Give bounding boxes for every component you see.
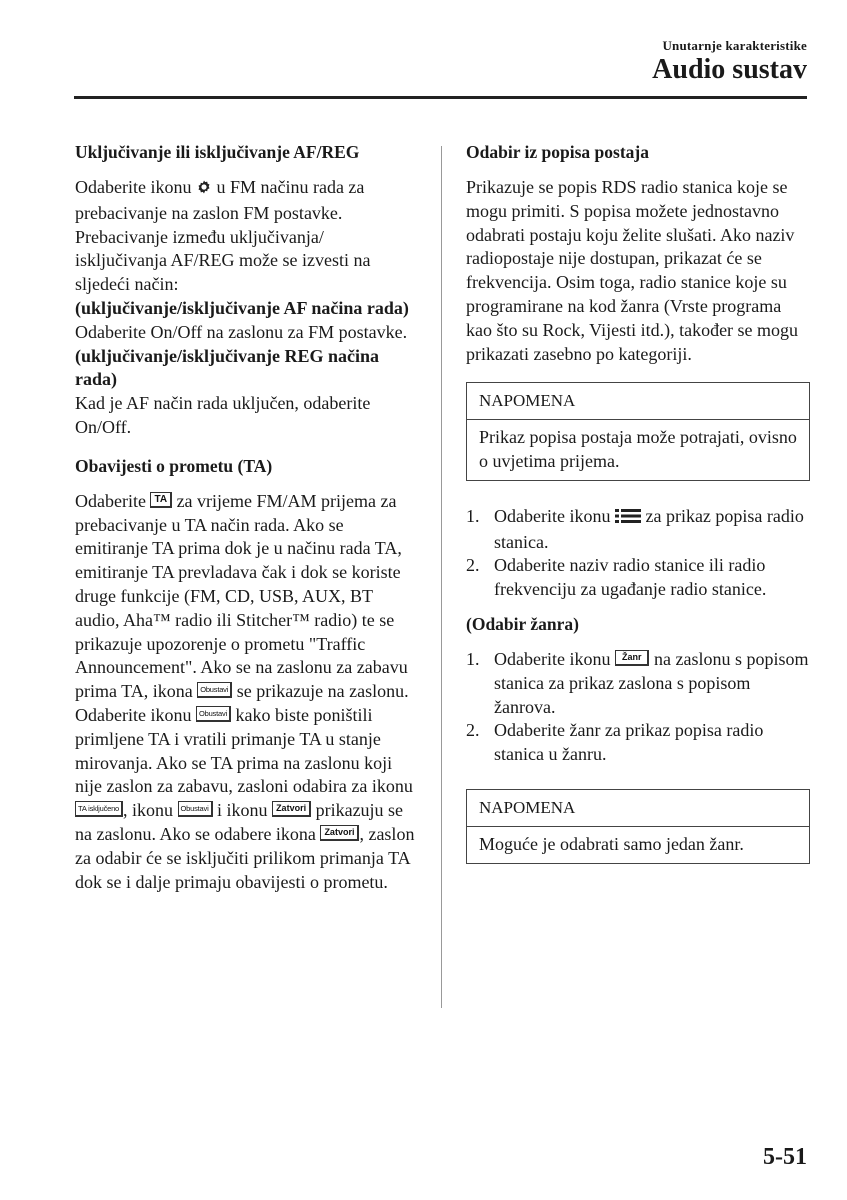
step-number: 1. [466, 505, 480, 526]
text-span: i ikonu [217, 800, 268, 821]
note-box [466, 382, 810, 480]
zatvori-button[interactable]: Zatvori [320, 825, 359, 841]
text-span: Odaberite ikonu [494, 648, 611, 669]
header-section: Unutarnje karakteristike [662, 38, 807, 53]
list-item [466, 648, 810, 719]
step-number: 2. [466, 720, 480, 741]
list-item [466, 719, 810, 767]
ta-off-button[interactable]: TA isključeno [75, 801, 123, 817]
step-number: 2. [466, 555, 480, 576]
text-span: se prikazuje na zaslonu. Odaberite ikonu [75, 681, 409, 725]
note-heading: NAPOMENA [467, 790, 809, 827]
zanr-button[interactable]: Žanr [615, 650, 650, 666]
step-number: 1. [466, 648, 480, 669]
heading-ta: Obavijesti o prometu (TA) [75, 455, 273, 476]
text-span: u FM načinu rada za prebacivanje na zaslon FM postavke. Prebacivanje između uključivanja/ isključivanja AF/REG može se izvesti na sljedeći način: [75, 177, 371, 295]
paragraph-station-list: Prikazuje se popis RDS radio stanica koje se mogu primiti. S popisa možete jednostavno odabrati postaju koju želite slušati. Ako naziv radiopostaje nije dostupan, prikazat će se frekvencija. Osim toga, radio stanice koje su programirane na kod žanra (Vrste programa kao što su Rock, Vijesti itd.), također se mogu prikazati zasebno po kategoriji. [466, 177, 799, 364]
page-number: 5-51 [763, 1144, 807, 1170]
steps-station-list [466, 505, 810, 602]
text-span: Odaberite naziv radio stanice ili radio frekvenciju za ugađanje radio stanice. [494, 555, 767, 600]
text-span: prikazuju se na zaslonu. Ako se odabere ikona [75, 800, 404, 844]
note-body: Moguće je odabrati samo jedan žanr. [479, 833, 744, 854]
text-span: kako biste poništili primljene TA i vratili primanje TA u stanje mirovanja. Ako se TA prima na zaslonu koji nije zaslon za zabavu, zasloni odabira za ikonu [75, 704, 413, 797]
text-span: , zaslon za odabir će se isključiti prilikom primanja TA dok se i dalje primaju obavijesti o prometu. [75, 823, 415, 892]
obustavi-button[interactable]: Obustavi [178, 801, 213, 817]
heading-station-list: Odabir iz popisa postaja [466, 142, 649, 162]
list-icon [615, 507, 641, 531]
list-item [466, 505, 810, 555]
subheading-af-mode: (uključivanje/isključivanje AF načina rada) [75, 297, 409, 318]
text-span: na zaslonu s popisom stanica za prikaz zaslona s popisom žanrova. [494, 648, 809, 717]
heading-genre: (Odabir žanra) [466, 613, 579, 634]
text-span: Odaberite žanr za prikaz popisa radio stanica u žanru. [494, 720, 764, 765]
subheading-reg-mode: (uključivanje/isključivanje REG načina rada) [75, 345, 380, 390]
paragraph-reg-mode: Kad je AF način rada uključen, odaberite On/Off. [75, 393, 371, 437]
note-heading: NAPOMENA [467, 383, 809, 420]
zatvori-button[interactable]: Zatvori [272, 801, 311, 817]
gear-icon [196, 178, 212, 202]
text-span: Odaberite ikonu [494, 505, 611, 526]
left-column [75, 140, 420, 894]
paragraph-af-reg [75, 176, 420, 297]
heading-af-reg: Uključivanje ili isključivanje AF/REG [75, 142, 360, 162]
text-span: Odaberite ikonu [75, 177, 192, 197]
obustavi-button[interactable]: Obustavi [196, 706, 231, 722]
header-divider [74, 96, 807, 99]
note-body: Prikaz popisa postaja može potrajati, ovisno o uvjetima prijema. [479, 427, 797, 471]
text-span: za prikaz popisa radio stanica. [494, 505, 804, 552]
list-item [466, 554, 810, 602]
column-divider [441, 146, 442, 1008]
paragraph-ta [75, 490, 420, 895]
text-span: Odaberite [75, 490, 146, 511]
note-box [466, 789, 810, 864]
text-span: , ikonu [123, 800, 174, 821]
obustavi-button[interactable]: Obustavi [197, 682, 232, 698]
text-span: za vrijeme FM/AM prijema za prebacivanje u TA način rada. Ako se emitiranje TA prima dok je u načinu rada TA, emitiranje TA prevladava čak i dok se koriste druge funkcije (FM, CD, USB, AUX, BT audio, Aha™ radio ili Stitcher™ radio) te se prikazuje upozorenje o prometu "Traffic Announcement". Ako se na zaslonu za zabavu prima TA, ikona [75, 490, 408, 702]
steps-genre [466, 648, 810, 767]
ta-button[interactable]: TA [150, 492, 172, 508]
page-title: Audio sustav [652, 54, 807, 85]
paragraph-af-mode: Odaberite On/Off na zaslonu za FM postavke. [75, 321, 408, 342]
right-column [466, 140, 810, 864]
